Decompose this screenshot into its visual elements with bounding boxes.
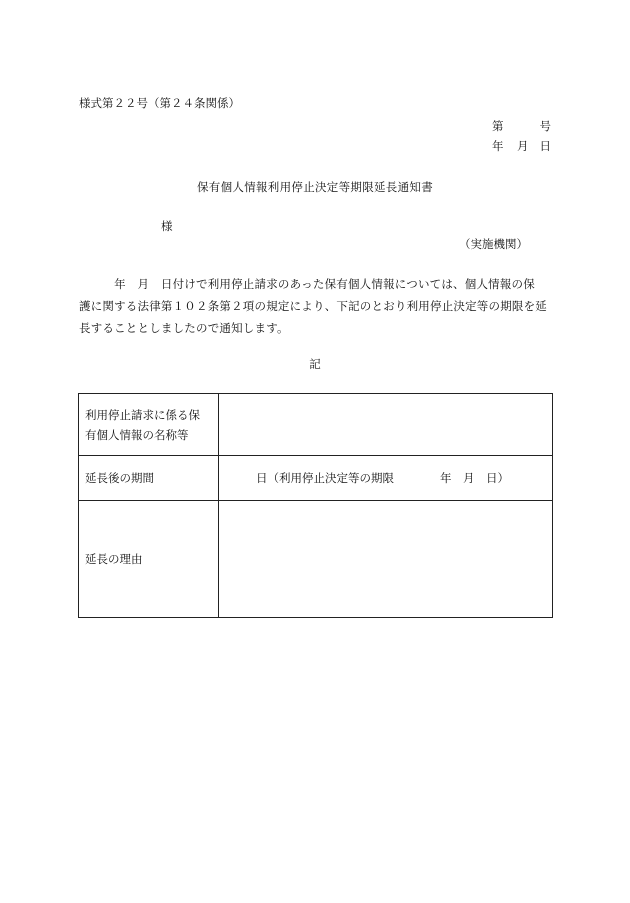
addressee-suffix: 様 — [161, 219, 173, 233]
details-table — [78, 393, 553, 618]
table-row-reason — [79, 500, 552, 617]
table-row-personal-info — [79, 394, 552, 455]
personal-info-name-field[interactable] — [219, 394, 552, 455]
personal-info-label-line-1: 利用停止請求に係る保 — [85, 407, 200, 422]
form-number: 様式第２２号（第２４条関係） — [79, 96, 240, 110]
personal-info-label-line-2: 有個人情報の名称等 — [85, 427, 189, 442]
document-number-suffix: 号 — [539, 119, 551, 133]
extended-period-field[interactable] — [219, 456, 552, 500]
body-line-3: 長することとしましたので通知します。 — [79, 321, 289, 335]
notice-body — [79, 273, 553, 339]
body-line-1: 年 月 日付けで利用停止請求のあった保有個人情報については、個人情報の保 — [79, 277, 535, 291]
body-line-2: 護に関する法律第１０２条第２項の規定により、下記のとおり利用停止決定等の期限を延 — [79, 299, 547, 313]
implementing-agency: （実施機関） — [459, 237, 528, 251]
date-day-label: 日 — [539, 139, 551, 153]
ki-heading: 記 — [309, 357, 321, 371]
date-month-label: 月 — [517, 139, 529, 153]
extension-reason-label: 延長の理由 — [79, 501, 219, 617]
extension-reason-field[interactable] — [219, 501, 552, 617]
document-number-prefix: 第 — [492, 119, 504, 133]
table-row-extended-period — [79, 455, 552, 500]
date-year-label: 年 — [492, 139, 504, 153]
extended-period-label: 延長後の期間 — [79, 456, 219, 500]
extended-period-value: 日（利用停止決定等の期限 年 月 日） — [256, 471, 509, 485]
personal-info-name-label — [79, 394, 219, 455]
document-title: 保有個人情報利用停止決定等期限延長通知書 — [197, 180, 433, 194]
